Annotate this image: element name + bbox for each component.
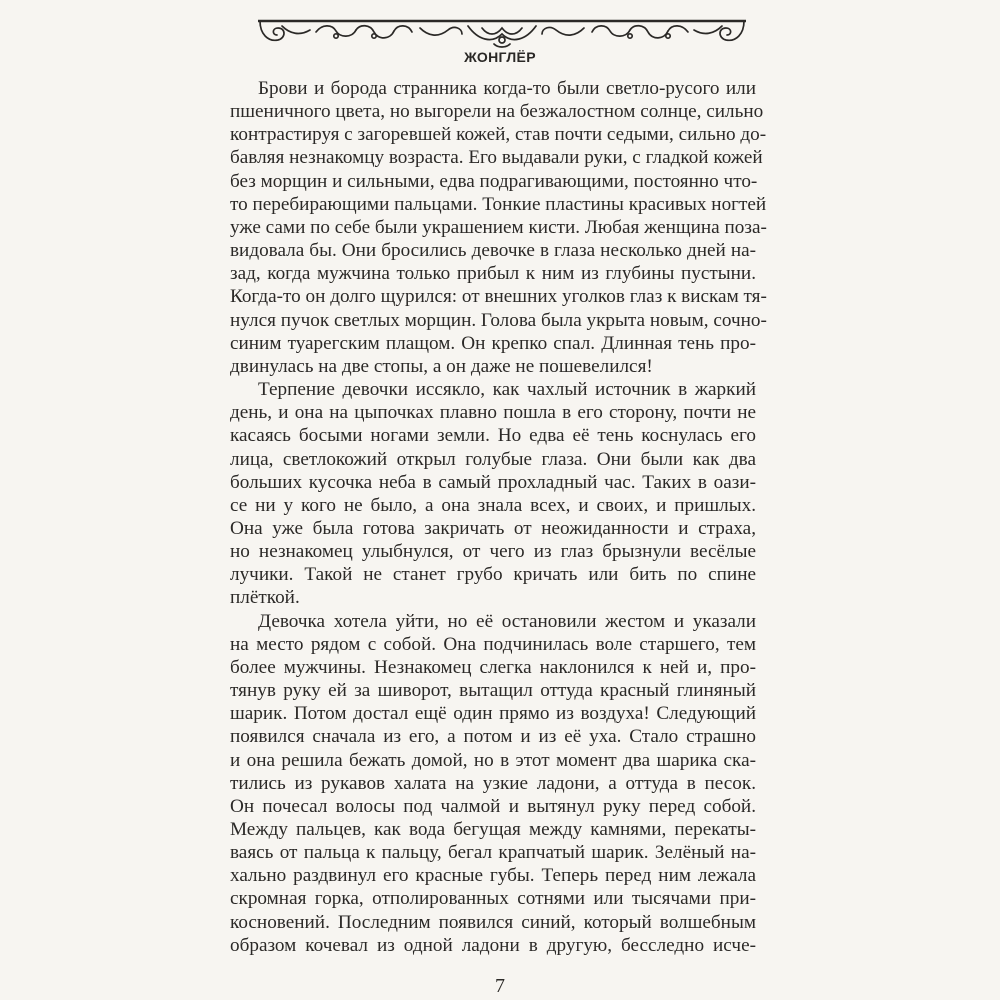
paragraph-1 <box>230 77 767 378</box>
body-text <box>230 77 767 957</box>
text-line: больших кусочка неба в самый прохладный час. Таких в оази- <box>230 471 756 493</box>
paragraph-3 <box>230 610 756 957</box>
text-line: касаясь босыми ногами земли. Но едва её тень коснулась его <box>230 425 756 447</box>
text-line: день, и она на цыпочках плавно пошла в его сторону, почти не <box>230 402 756 424</box>
scroll-ornament-icon <box>256 14 748 50</box>
text-line: пшеничного цвета, но выгорели на безжалостном солнце, сильно <box>230 101 764 123</box>
text-line: лица, светлокожий открыл голубые глаза. Они были как два <box>230 448 756 470</box>
text-line: Между пальцев, как вода бегущая между камнями, перекаты- <box>230 819 756 840</box>
text-line: видовала бы. Они бросились девочке в глаза несколько дней на- <box>230 240 756 262</box>
text-line: уже сами по себе были украшением кисти. Любая женщина поза- <box>230 216 767 238</box>
text-line: Когда-то он долго щурился: от внешних уголков глаз к вискам тя- <box>230 286 767 308</box>
text-line: хально раздвинул его красные губы. Теперь перед ним лежала <box>230 865 756 887</box>
text-line: двинулась на две стопы, а он даже не пошевелился! <box>230 355 653 377</box>
text-line: появился сначала из его, а потом и из её уха. Стало страшно <box>230 726 756 748</box>
text-line: синим туарегским плащом. Он крепко спал. Длинная тень про- <box>230 332 756 354</box>
text-line: се ни у кого не было, а она знала всех, и своих, и пришлых. <box>230 494 756 516</box>
text-line: Он почесал волосы под чалмой и вытянул руку перед собой. <box>230 795 756 817</box>
text-line: на место рядом с собой. Она подчинилась воле старшего, тем <box>230 633 756 655</box>
text-line: более мужчины. Незнакомец слегка наклонился к ней и, про- <box>230 656 756 678</box>
running-title: ЖОНГЛЁР <box>464 49 536 65</box>
text-line: то перебирающими пальцами. Тонкие пластины красивых ногтей <box>230 193 767 215</box>
text-line: лучики. Такой не станет грубо кричать или бить по спине <box>230 564 756 586</box>
text-line: образом кочевал из одной ладони в другую, бесследно исче- <box>230 934 756 956</box>
text-line: бавляя незнакомцу возраста. Его выдавали руки, с гладкой кожей <box>230 147 763 169</box>
text-line: без морщин и сильными, едва подрагивающими, постоянно что- <box>230 170 758 192</box>
text-line: скромная горка, отполированных сотнями или тысячами при- <box>230 888 756 910</box>
text-line: ваясь от пальца к пальцу, бегал крапчатый шарик. Зелёный на- <box>230 842 756 864</box>
text-line: плёткой. <box>230 587 300 609</box>
text-line: контрастируя с загоревшей кожей, став почти седыми, сильно до- <box>230 124 767 146</box>
text-line: тились из рукавов халата на узкие ладони, а оттуда в песок. <box>230 772 756 794</box>
text-line: Брови и борода странника когда-то были светло-русого или <box>258 78 756 99</box>
text-line: зад, когда мужчина только прибыл к ним из глубины пустыни. <box>230 263 756 285</box>
text-line: шарик. Потом достал ещё один прямо из воздуха! Следующий <box>230 703 756 725</box>
text-line: но незнакомец улыбнулся, от чего из глаз брызнули весёлые <box>230 541 756 563</box>
paragraph-2 <box>230 378 756 610</box>
text-line: нулся пучок светлых морщин. Голова была укрыта новым, сочно- <box>230 309 767 331</box>
text-line: Девочка хотела уйти, но её остановили жестом и указали <box>258 610 756 632</box>
text-line: Она уже была готова закричать от неожиданности и страха, <box>230 517 756 539</box>
text-line: и она решила бежать домой, но в этот момент два шарика ска- <box>230 749 756 771</box>
text-line: косновений. Последним появился синий, который волшебным <box>230 911 756 933</box>
text-line: Терпение девочки иссякло, как чахлый источник в жаркий <box>258 379 756 401</box>
page-number: 7 <box>495 975 505 997</box>
text-line: тянув руку ей за шиворот, вытащил оттуда красный глиняный <box>230 680 756 702</box>
